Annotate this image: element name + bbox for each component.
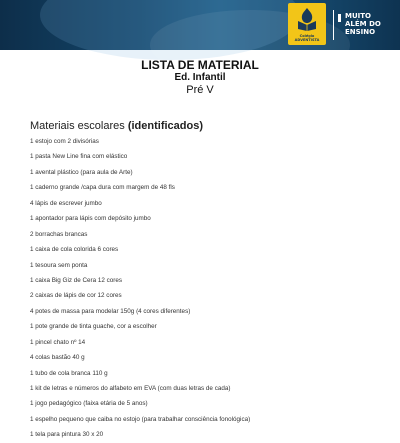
list-item: 1 kit de letras e números do alfabeto em EVA (com duas letras de cada) — [30, 385, 231, 392]
header-divider — [333, 10, 334, 40]
list-item: 4 potes de massa para modelar 150g (4 cores diferentes) — [30, 307, 191, 315]
flame-book-icon — [296, 7, 318, 31]
list-item: 1 pincel chato nº 14 — [30, 338, 86, 346]
list-item: 1 espelho pequeno que caiba no estojo (para trabalhar consciência fonológica) — [30, 415, 251, 423]
tagline-line: MUITO — [345, 12, 371, 20]
grade-label: Pré V — [186, 84, 214, 96]
list-item: 2 caixas de lápis de cor 12 cores — [30, 292, 122, 300]
list-item: 4 lápis de escrever jumbo — [30, 199, 102, 207]
document-title: LISTA DE MATERIAL — [141, 58, 259, 72]
list-item: 1 caixa Big Giz de Cera 12 cores — [30, 276, 123, 284]
list-item: 1 pasta New Line fina com elástico — [30, 153, 128, 161]
tagline — [345, 12, 399, 36]
list-item: 1 caixa de cola colorida 6 cores — [30, 246, 119, 254]
list-item: 1 caderno grande /capa dura com margem de 48 fls — [30, 184, 175, 192]
list-item: 1 apontador para lápis com depósito jumbo — [30, 215, 151, 223]
document-subtitle: Ed. Infantil — [174, 72, 226, 83]
list-item: 1 estojo com 2 divisórias — [30, 138, 99, 145]
list-item: 1 avental plástico (para aula de Arte) — [30, 168, 133, 176]
logo-text: Colégio ADVENTISTA — [294, 34, 320, 42]
list-item: 1 jogo pedagógico (faixa etária de 5 anos) — [30, 400, 148, 408]
materials-list — [30, 134, 395, 443]
tagline-line: ENSINO — [345, 28, 376, 36]
list-item: 1 tubo de cola branca 110 g — [30, 369, 108, 377]
list-item: 2 borrachas brancas — [30, 230, 88, 238]
tagline-line: ALÉM DO — [345, 20, 381, 28]
list-item: 1 tela para pintura 30 x 20 — [30, 431, 104, 439]
tagline-marker-icon — [338, 14, 343, 22]
school-logo — [288, 3, 326, 45]
list-item: 1 pote grande de tinta guache, cor a escolher — [30, 323, 157, 331]
list-item: 1 tesoura sem ponta — [30, 261, 88, 269]
section-heading-text: Materiais escolares — [30, 120, 128, 132]
header-banner — [0, 0, 400, 50]
list-item: 4 colas bastão 40 g — [30, 354, 85, 362]
section-heading-emphasis: (identificados) — [127, 120, 203, 132]
section-heading — [30, 120, 203, 132]
